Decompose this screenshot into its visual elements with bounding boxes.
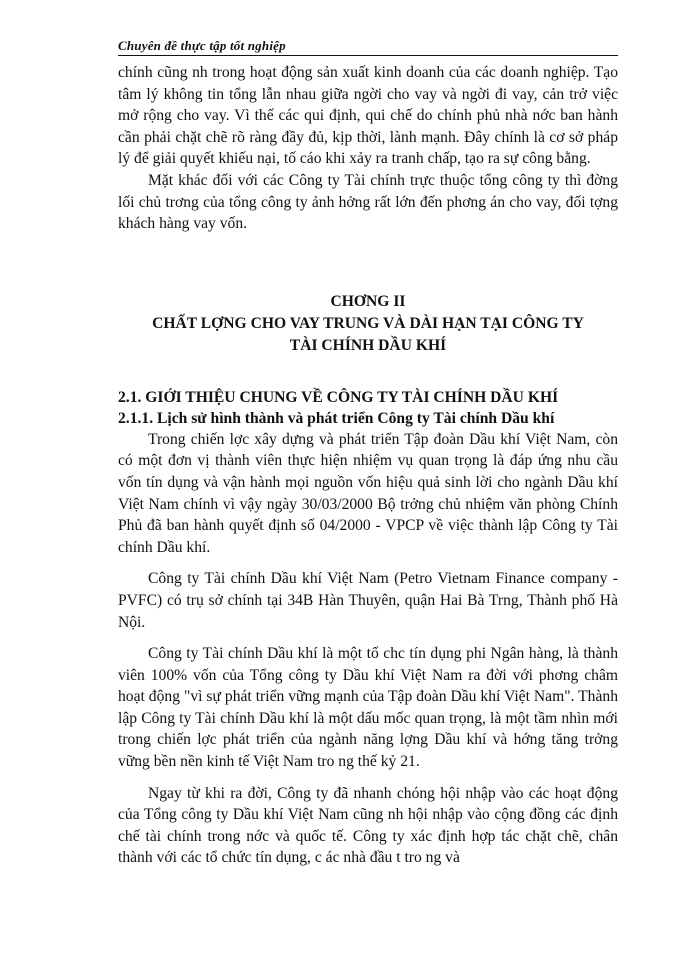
paragraph: Công ty Tài chính Dầu khí là một tổ chc tín dụng phi Ngân hàng, là thành viên 100% vốn của Tổng công ty Dầu khí Việt Nam ra đời với phơng châm hoạt động "vì sự phát triển vững mạnh của Tập đoàn Dầu khí Việt Nam". Thành lập Công ty Tài chính Dầu khí là một dấu mốc quan trọng, là một tầm nhìn mới trong chiến lợc phát triển của ngành năng lợng Dầu khí và hớng tăng trởng vững bền nền kinh tế Việt Nam tro ng thế kỷ 21.	[118, 645, 618, 771]
chapter-title-line-1: CHẤT LỢNG CHO VAY TRUNG VÀ DÀI HẠN TẠI CÔNG TY	[152, 314, 584, 332]
header-divider	[118, 55, 618, 56]
page-header	[118, 38, 618, 54]
paragraph: Ngay từ khi ra đời, Công ty đã nhanh chóng hội nhập vào các hoạt động của Tổng công ty Dầu khí Việt Nam cũng nh hội nhập vào cộng đồng các định chế tài chính trong nớc và quốc tế. Công ty xác định hợp tác chặt chẽ, chân thành với các tổ chức tín dụng, c ác nhà đầu t tro ng và	[118, 784, 618, 867]
paragraph: chính cũng nh trong hoạt động sản xuất kinh doanh của các doanh nghiệp. Tạo tâm lý không tin tổng lẫn nhau giữa ngời cho vay và ngời đi vay, cản trở việc mở rộng cho vay. Vì thế các qui định, qui chế do chính phủ nhà nớc ban hành cần phải chặt chẽ rõ ràng đầy đủ, kịp thời, lành mạnh. Đây chính là cơ sở pháp lý để giải quyết khiếu nại, tố cáo khi xảy ra tranh chấp, tạo ra sự công bằng.	[118, 64, 618, 168]
page-body	[118, 62, 618, 869]
paragraph: Trong chiến lợc xây dựng và phát triển Tập đoàn Dầu khí Việt Nam, còn có một đơn vị thành viên thực hiện nhiệm vụ quan trọng là đáp ứng nhu cầu vốn tín dụng và vận hành mọi nguồn vốn hiệu quả sinh lời cho ngành Dầu khí Việt Nam chính vì vậy ngày 30/03/2000 Bộ trởng chủ nhiệm văn phòng Chính Phủ đã ban hành quyết định số 04/2000 - VPCP về việc thành lập Công ty Tài chính Dầu khí.	[118, 430, 618, 556]
section-heading: 2.1. GIỚI THIỆU CHUNG VỀ CÔNG TY TÀI CHÍNH DẦU KHÍ	[118, 388, 559, 406]
chapter-number: CHƠNG II	[330, 292, 406, 310]
chapter-title-line-2: TÀI CHÍNH DẦU KHÍ	[289, 336, 447, 354]
subsection-heading: 2.1.1. Lịch sử hình thành và phát triển Công ty Tài chính Dầu khí	[118, 409, 555, 427]
header-title: Chuyên đề thực tập tốt nghiệp	[118, 38, 286, 53]
paragraph: Công ty Tài chính Dầu khí Việt Nam (Petro Vietnam Finance company - PVFC) có trụ sở chính tại 34B Hàn Thuyên, quận Hai Bà Trng, Thành phố Hà Nội.	[118, 570, 618, 631]
paragraph: Mặt khác đối với các Công ty Tài chính trực thuộc tổng công ty thì đờng lối chủ trơng của tổng công ty ảnh hởng rất lớn đến phơng án cho vay, đối tợng khách hàng vay vốn.	[118, 171, 618, 233]
